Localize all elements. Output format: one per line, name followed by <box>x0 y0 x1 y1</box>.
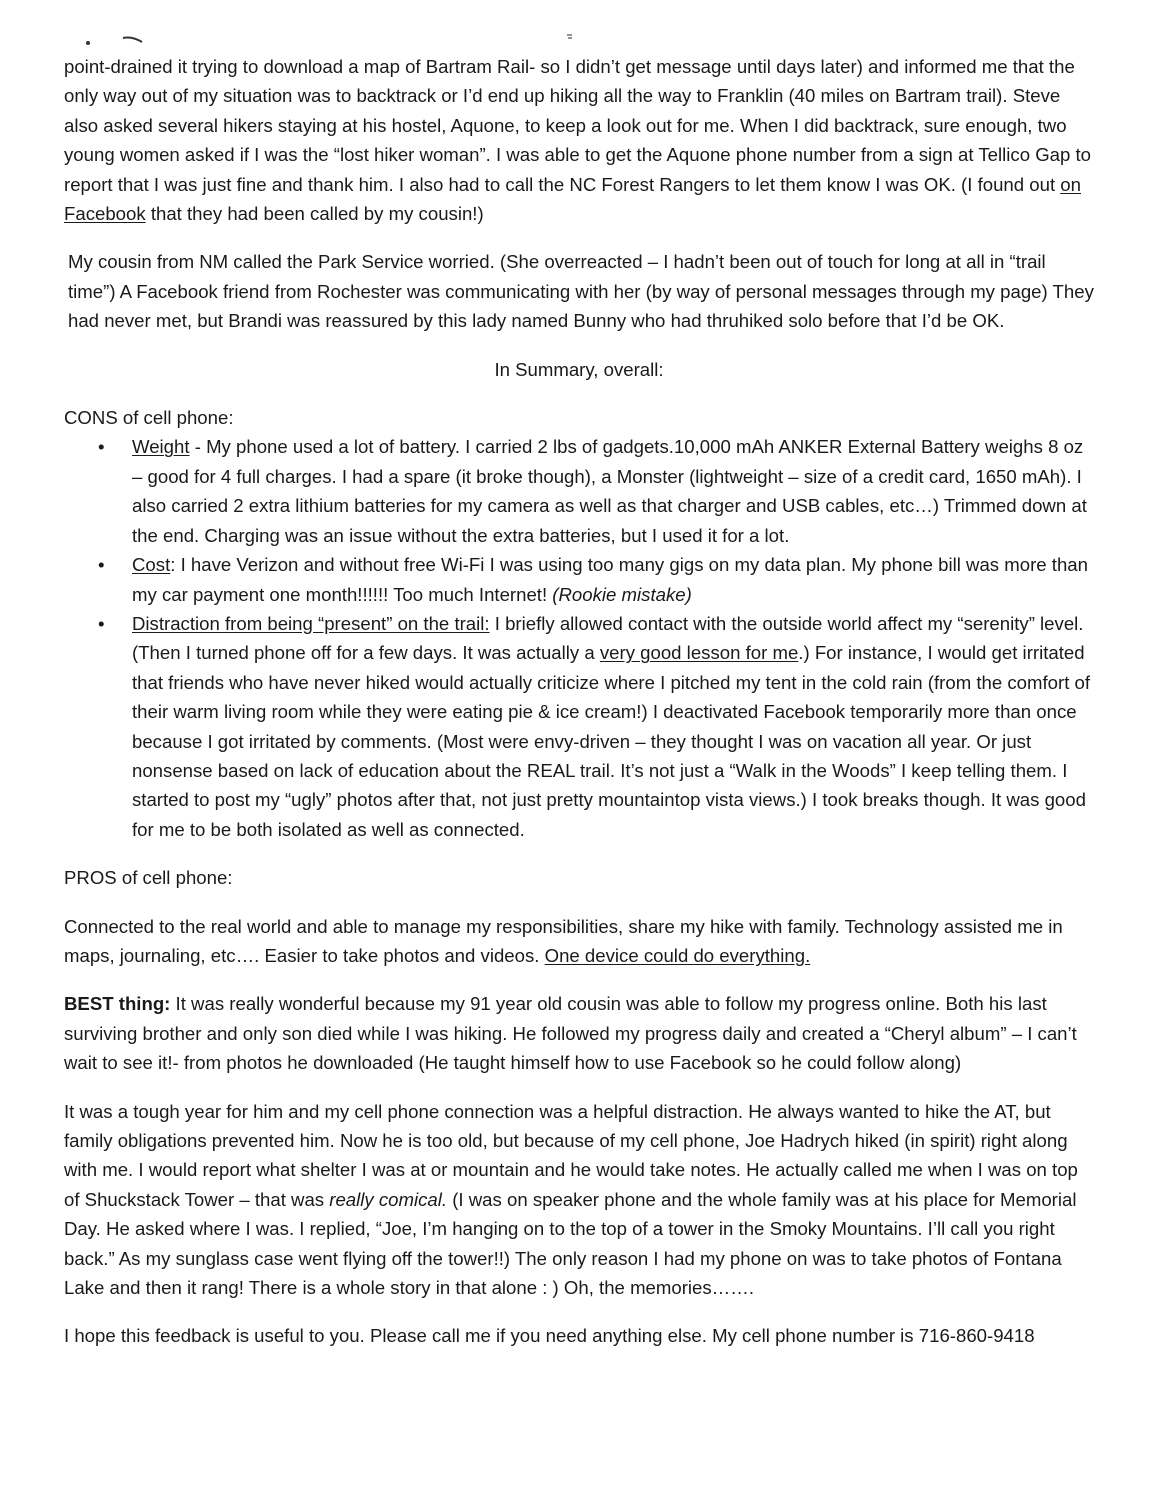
distraction-label: Distraction from being “present” on the trail: <box>132 612 490 634</box>
best-thing-label: BEST thing: <box>64 993 171 1015</box>
scan-speck <box>86 41 90 45</box>
list-item-cost: • Cost: I have Verizon and without free Wi-Fi I was using too many gigs on my data plan. My phone bill was more than my car payment one month!!!!!! Too much Internet! (Rookie mistake) <box>64 550 1094 609</box>
facebook-underlined: on Facebook <box>64 173 1081 225</box>
list-item-distraction: • Distraction from being “present” on the trail: I briefly allowed contact with the outside world affect my “serenity” level. (Then I turned phone off for a few days. It was actually a very good lesson for me.) For instance, I would get irritated that friends who have never hiked would actually criticize where I pitched my tent in the cold rain (from the comfort of their warm living room while they were eating pie & ice cream!) I deactivated Facebook temporarily more than once because I got irritated by comments. (Most were envy-driven – they thought I was on vacation all year. Or just nonsense based on lack of education about the REAL trail. It’s not just a “Walk in the Woods” I keep telling them. I started to post my “ugly” photos after that, not just pretty mountaintop vista views.) I took breaks though. It was good for me to be both isolated as well as connected. <box>64 609 1094 844</box>
bullet-icon: • <box>98 554 105 576</box>
letter-body <box>64 52 1094 1351</box>
scan-speck <box>567 35 572 38</box>
tough-year-paragraph: It was a tough year for him and my cell phone connection was a helpful distraction. He always wanted to hike the AT, but family obligations prevented him. Now he is too old, but because of my cell phone, Joe Hadrych hiked (in spirit) right along with me. I would report what shelter I was at or mountain and he would take notes. He actually called me when I was on top of Shuckstack Tower – that was really comical. (I was on speaker phone and the whole family was at his place for Memorial Day. He asked where I was. I replied, “Joe, I’m hanging on to the top of a tower in the Smoky Mountains. I’ll call you right back.” As my sunglass case went flying off the tower!!) The only reason I had my phone on was to take photos of Fontana Lake and then it rang! There is a whole story in that alone : ) Oh, the memories……. <box>64 1100 1078 1299</box>
really-comical-italic: really comical. <box>329 1188 448 1210</box>
best-thing-paragraph: BEST thing: It was really wonderful because my 91 year old cousin was able to follow my progress online. Both his last surviving brother and only son died while I was hiking. He followed my progress daily and created a “Cheryl album” – I can’t wait to see it!- from photos he downloaded (He taught himself how to use Facebook so he could follow along) <box>64 993 1077 1074</box>
cousin-paragraph: My cousin from NM called the Park Service worried. (She overreacted – I hadn’t been out of touch for long at all in “trail time”) A Facebook friend from Rochester was communicating with her (by way of personal messages through my page) They had never met, but Brandi was reassured by this lady named Bunny who had thruhiked solo before that I’d be OK. <box>68 251 1094 332</box>
weight-label: Weight <box>132 436 190 458</box>
cost-label: Cost <box>132 554 171 576</box>
cost-aside: (Rookie mistake) <box>552 583 692 605</box>
bullet-icon: • <box>98 436 105 458</box>
pros-paragraph: Connected to the real world and able to manage my responsibilities, share my hike with family. Technology assisted me in maps, journaling, etc…. Easier to take photos and videos. One device could do everything. <box>64 915 1063 966</box>
closing-paragraph: I hope this feedback is useful to you. Please call me if you need anything else. My cell phone number is 716-860-9418 <box>64 1325 1035 1347</box>
summary-heading: In Summary, overall: <box>494 358 664 380</box>
one-device-underlined: One device could do everything. <box>544 944 811 966</box>
intro-paragraph: point-drained it trying to download a map of Bartram Rail- so I didn’t get message until days later) and informed me that the only way out of my situation was to backtrack or I’d end up hiking all the way to Franklin (40 miles on Bartram trail). Steve also asked several hikers staying at his hostel, Aquone, to keep a look out for me. When I did backtrack, sure enough, two young women asked if I was the “lost hiker woman”. I was able to get the Aquone phone number from a sign at Tellico Gap to report that I was just fine and thank him. I also had to call the NC Forest Rangers to let them know I was OK. (I found out on Facebook that they had been called by my cousin!) <box>64 56 1092 225</box>
cons-list <box>64 432 1094 844</box>
lesson-underlined: very good lesson for me <box>599 642 799 664</box>
list-item-weight: • Weight - My phone used a lot of battery. I carried 2 lbs of gadgets.10,000 mAh ANKER External Battery weighs 8 oz – good for 4 full charges. I had a spare (it broke though), a Monster (lightweight – size of a credit card, 1650 mAh). I also carried 2 extra lithium batteries for my camera as well as that charger and USB cables, etc…) Trimmed down at the end. Charging was an issue without the extra batteries, but I used it for a lot. <box>64 432 1094 550</box>
scan-marks <box>0 0 1153 60</box>
bullet-icon: • <box>98 612 105 634</box>
scan-mark <box>123 38 142 43</box>
cons-heading: CONS of cell phone: <box>64 407 234 429</box>
pros-heading: PROS of cell phone: <box>64 867 233 889</box>
